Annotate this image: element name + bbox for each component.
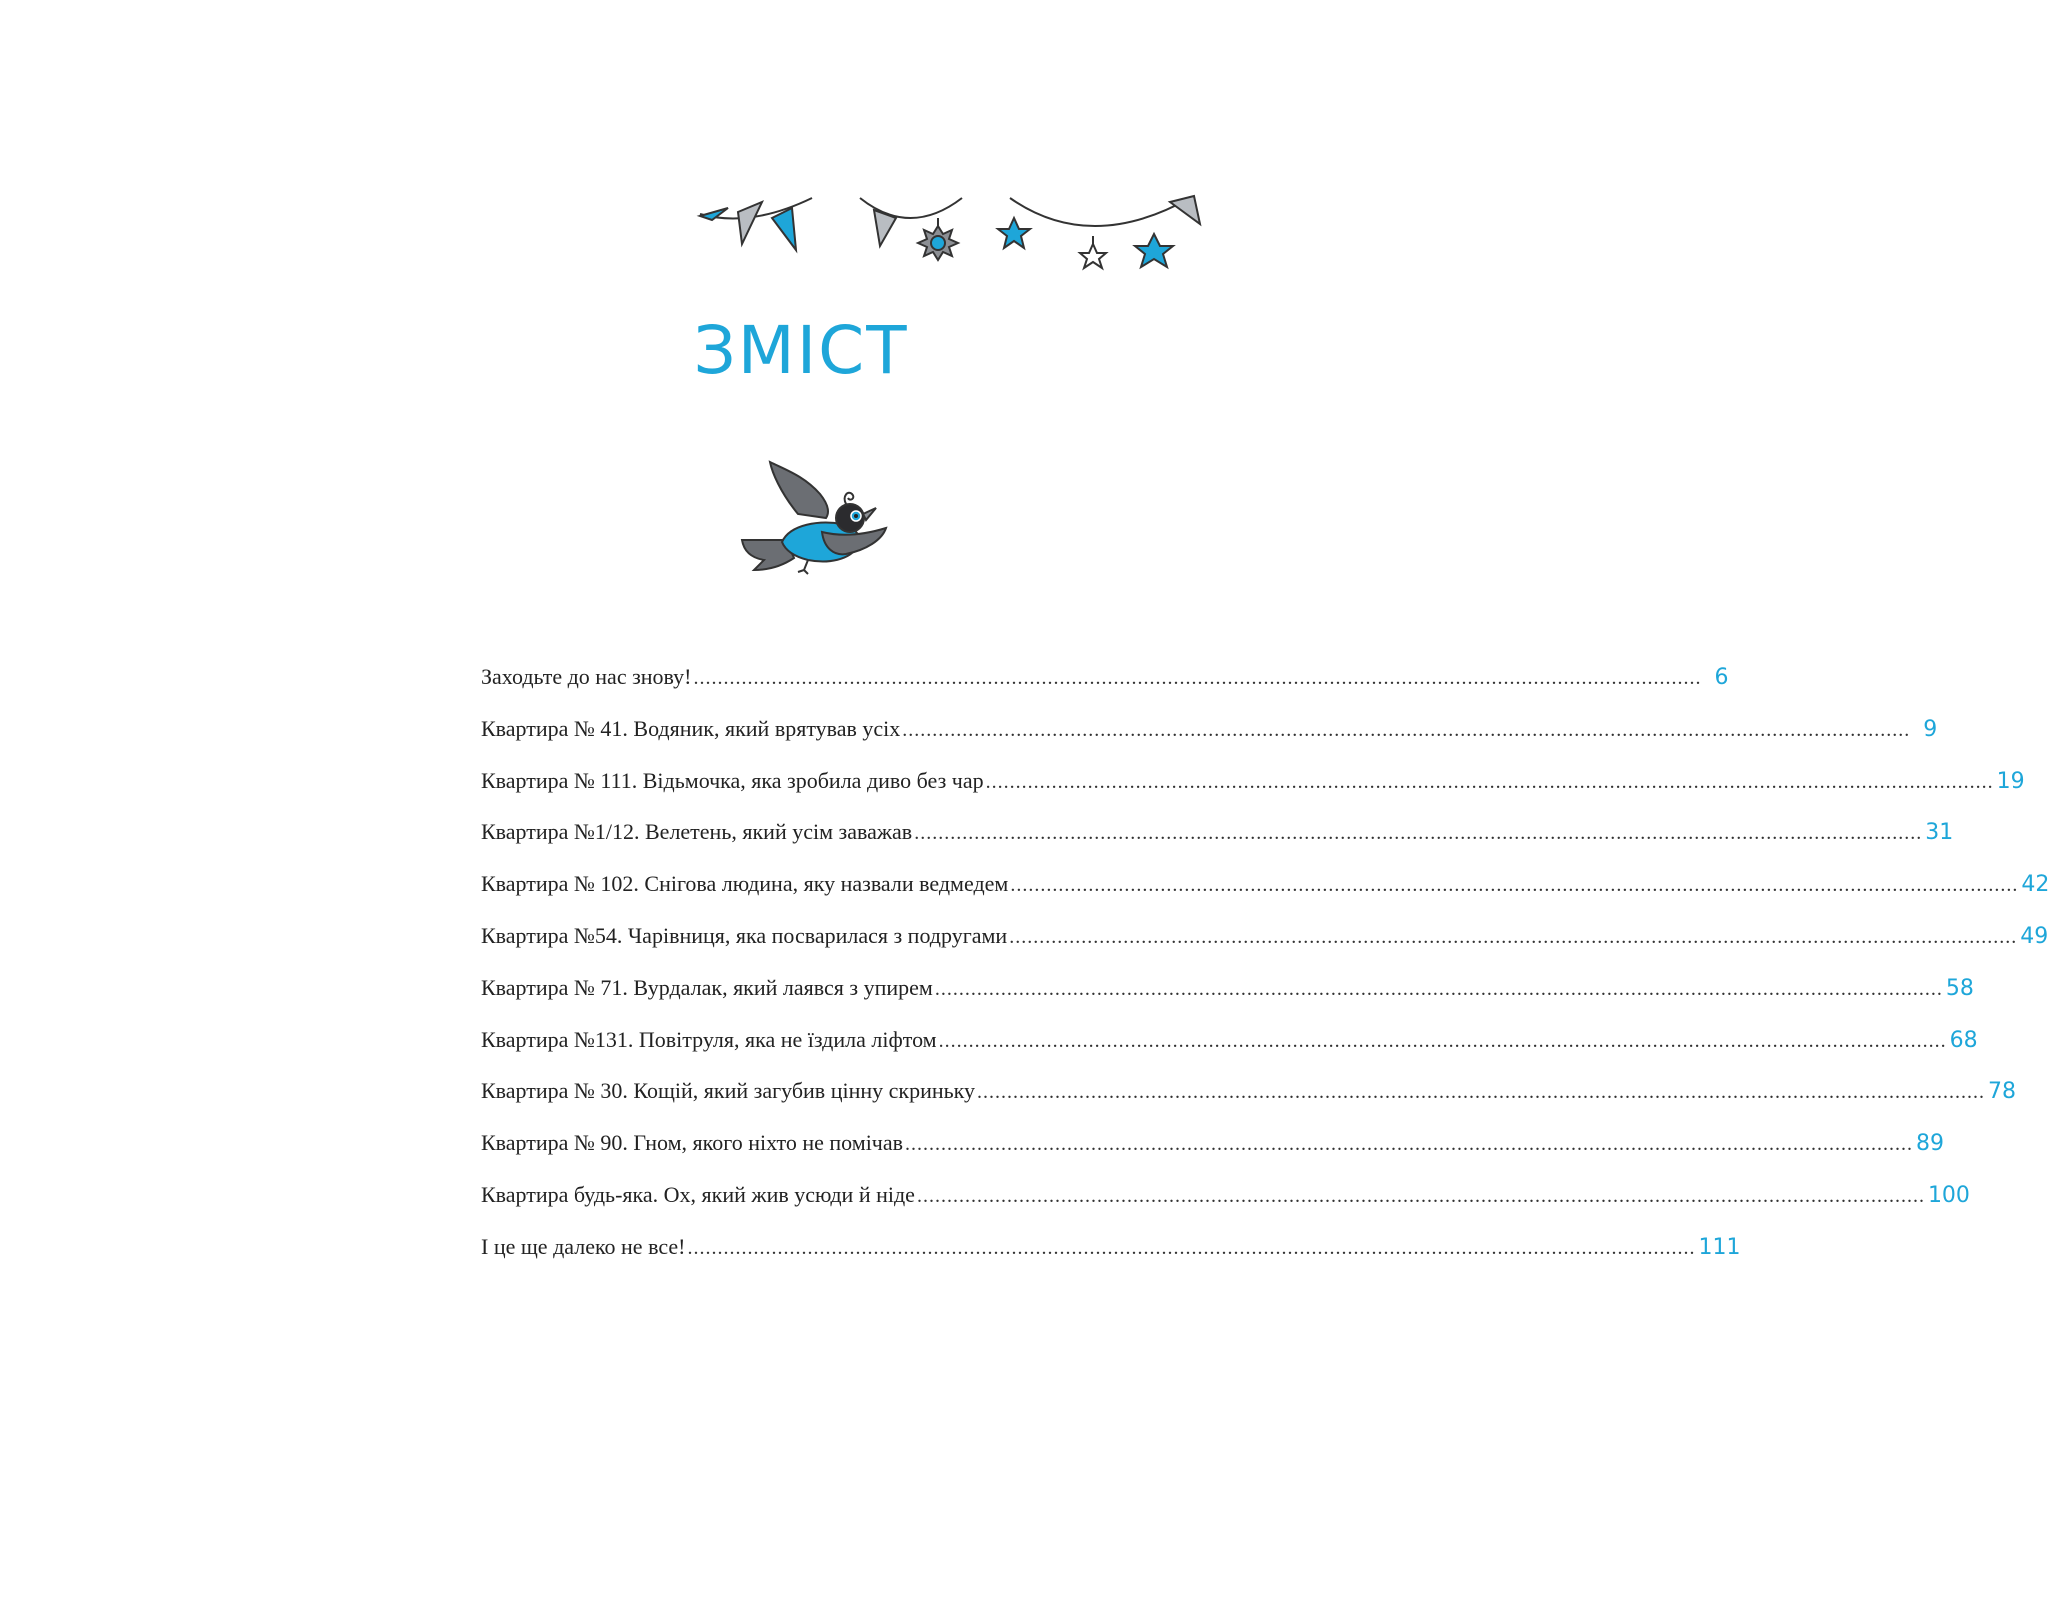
toc-entry-title: Квартира №54. Чарівниця, яка посварилася з подругами: [481, 922, 1008, 948]
toc-entry-title: Квартира № 111. Відьмочка, яка зробила диво без чар: [481, 767, 984, 793]
toc-leader-dots: ........................................................................................................................................................................: [916, 1184, 1925, 1207]
toc-entry-title: Квартира № 71. Вурдалак, який лаявся з упирем: [481, 974, 933, 1000]
toc-entry-page: 6: [1714, 665, 1729, 690]
toc-entry-page: 68: [1949, 1027, 1978, 1053]
toc-entry[interactable]: [481, 819, 1954, 871]
toc-entry-page: 19: [1996, 768, 2025, 794]
toc-entry-page: 78: [1988, 1079, 2017, 1105]
toc-leader-dots: ........................................................................................................................................................................: [934, 977, 1943, 1000]
toc-entry-title: Квартира будь-яка. Ох, який жив усюди й ніде: [481, 1181, 915, 1207]
toc-entry[interactable]: [481, 664, 1729, 716]
toc-leader-dots: ........................................................................................................................................................................: [687, 1236, 1696, 1259]
toc-entry-page: 42: [2021, 872, 2049, 898]
toc-entry-title: Квартира № 30. Кощій, який загубив цінну скриньку: [481, 1078, 976, 1104]
flag-gray-3: [1170, 196, 1200, 224]
toc-entry-page: 49: [2020, 923, 2049, 949]
toc-entry[interactable]: [481, 1181, 1970, 1234]
toc-leader-dots: ........................................................................................................................................................................: [902, 718, 1911, 741]
toc-entry-title: Квартира № 41. Водяник, який врятував усіх: [481, 715, 901, 741]
toc-entry-title: І це ще далеко не все!: [481, 1233, 686, 1259]
bunting-garland-illustration: [700, 196, 1240, 286]
toc-entry-title: Заходьте до нас знову!: [481, 664, 692, 689]
toc-leader-dots: ........................................................................................................................................................................: [905, 1133, 1914, 1156]
toc-entry[interactable]: [481, 871, 2049, 923]
toc-entry[interactable]: [481, 1026, 1978, 1079]
toc-entry-page: 58: [1945, 975, 1974, 1001]
toc-entry[interactable]: [481, 1078, 2017, 1130]
toc-entry-page: 89: [1916, 1131, 1945, 1157]
toc-entry-title: Квартира № 90. Гном, якого ніхто не помічав: [481, 1130, 904, 1156]
toc-entry[interactable]: [481, 974, 1974, 1027]
table-of-contents: [481, 664, 2049, 1286]
page-title: ЗМІСТ: [693, 312, 909, 389]
toc-entry-title: Квартира №131. Повітруля, яка не їздила ліфтом: [481, 1026, 937, 1052]
star-ornament-small-icon: [1080, 244, 1106, 268]
toc-leader-dots: ........................................................................................................................................................................: [1009, 925, 2018, 948]
star-ornament-icon: [998, 218, 1030, 248]
toc-leader-dots: ........................................................................................................................................................................: [914, 822, 1923, 845]
toc-entry-title: Квартира №1/12. Велетень, який усім заважав: [481, 819, 913, 845]
toc-leader-dots: ........................................................................................................................................................................: [985, 770, 1994, 793]
toc-leader-dots: ........................................................................................................................................................................: [1010, 874, 2019, 897]
toc-entry[interactable]: [481, 1233, 1741, 1286]
toc-entry[interactable]: [481, 922, 2049, 975]
flag-gray-1: [738, 202, 762, 244]
toc-entry-page: 111: [1698, 1234, 1741, 1260]
toc-entry-page: 100: [1927, 1182, 1970, 1208]
toc-leader-dots: ........................................................................................................................................................................: [977, 1081, 1986, 1104]
toc-entry[interactable]: [481, 767, 2025, 820]
toc-entry-page: 9: [1923, 716, 1938, 742]
star-ornament-blue-icon: [1135, 234, 1173, 267]
toc-entry[interactable]: [481, 1130, 1945, 1182]
toc-leader-dots: ........................................................................................................................................................................: [693, 667, 1702, 689]
toc-entry-page: 31: [1925, 820, 1954, 846]
bird-illustration: [738, 462, 898, 582]
flag-blue-2: [772, 208, 796, 250]
toc-leader-dots: ........................................................................................................................................................................: [938, 1029, 1947, 1052]
toc-entry[interactable]: [481, 715, 1938, 768]
toc-entry-title: Квартира № 102. Снігова людина, яку назвали ведмедем: [481, 871, 1009, 897]
